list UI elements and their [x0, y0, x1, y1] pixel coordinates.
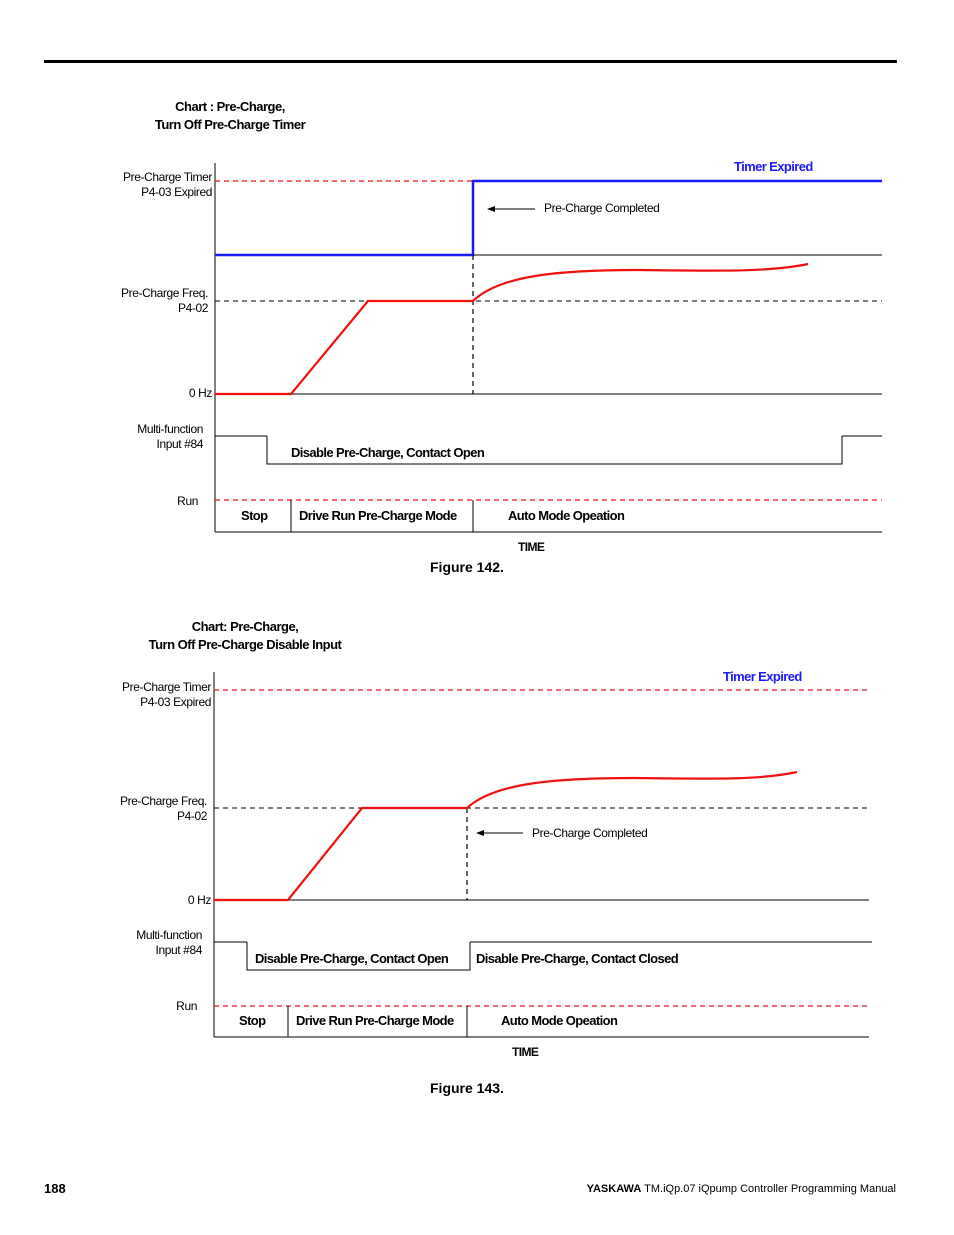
figure2-timer-expired-label: Timer Expired [723, 669, 802, 684]
figure1-run-stop: Stop [241, 508, 268, 523]
figure1-y-label-input-2: Input #84 [156, 437, 203, 451]
figure1-y-label-zero: 0 Hz [188, 386, 212, 400]
figure2-caption: Figure 143. [430, 1080, 504, 1096]
figure2-y-label-timer-2: P4-03 Expired [140, 695, 211, 709]
figure1-y-label-timer-1: Pre-Charge Timer [123, 170, 212, 184]
figure2-run-auto: Auto Mode Opeation [501, 1013, 618, 1028]
figure2-run-stop: Stop [239, 1013, 266, 1028]
figure2-input-box-open-label: Disable Pre-Charge, Contact Open [255, 951, 449, 966]
figure1-title-line1: Chart : Pre-Charge, [175, 99, 285, 114]
figure1-completed-label: Pre-Charge Completed [544, 201, 660, 215]
figure2-y-label-freq-2: P4-02 [176, 809, 207, 823]
footer-manual-title [587, 1183, 896, 1195]
figure1-y-label-freq-1: Pre-Charge Freq. [121, 286, 208, 300]
figure1-completed-arrowhead [487, 206, 495, 212]
figure1-run-auto: Auto Mode Opeation [508, 508, 625, 523]
figure1-timer-expired-label: Timer Expired [734, 159, 813, 174]
figure1-y-label-freq-2: P4-02 [177, 301, 208, 315]
figure2-y-label-timer-1: Pre-Charge Timer [122, 680, 211, 694]
figure1-x-label: TIME [518, 540, 545, 554]
figure1-y-label-run: Run [177, 494, 198, 508]
figure2-title [120, 618, 370, 654]
figure1-frequency-signal [215, 264, 808, 394]
figure2-y-label-input-1: Multi-function [136, 928, 202, 942]
figure2-title-line2: Turn Off Pre-Charge Disable Input [148, 637, 342, 652]
figure2-y-label-run: Run [176, 999, 197, 1013]
figure1-title-line2: Turn Off Pre-Charge Timer [154, 117, 306, 132]
figure1-timer-signal [215, 181, 882, 255]
footer-manual: TM.iQp.07 iQpump Controller Programming Manual [644, 1183, 896, 1195]
figure2-completed-label: Pre-Charge Completed [532, 826, 648, 840]
figure1-y-label-input-1: Multi-function [137, 422, 203, 436]
figure1-timing-diagram [0, 150, 954, 570]
figure1-caption: Figure 142. [430, 559, 504, 575]
figure2-y-label-zero: 0 Hz [187, 893, 211, 907]
figure1-input-box-label: Disable Pre-Charge, Contact Open [291, 445, 485, 460]
figure2-input-box-closed-label: Disable Pre-Charge, Contact Closed [476, 951, 679, 966]
figure2-y-label-input-2: Input #84 [155, 943, 202, 957]
figure2-completed-arrowhead [476, 830, 484, 836]
footer-brand: YASKAWA [586, 1183, 642, 1195]
figure2-x-label: TIME [512, 1045, 539, 1059]
figure1-title [110, 98, 350, 134]
figure2-timing-diagram [0, 665, 954, 1065]
page-number: 188 [44, 1181, 66, 1196]
figure2-y-label-freq-1: Pre-Charge Freq. [120, 794, 207, 808]
top-rule [44, 60, 897, 63]
figure1-run-drive: Drive Run Pre-Charge Mode [299, 508, 457, 523]
figure2-run-drive: Drive Run Pre-Charge Mode [296, 1013, 454, 1028]
figure2-frequency-signal [214, 772, 797, 900]
figure2-title-line1: Chart: Pre-Charge, [191, 619, 299, 634]
figure1-y-label-timer-2: P4-03 Expired [141, 185, 212, 199]
